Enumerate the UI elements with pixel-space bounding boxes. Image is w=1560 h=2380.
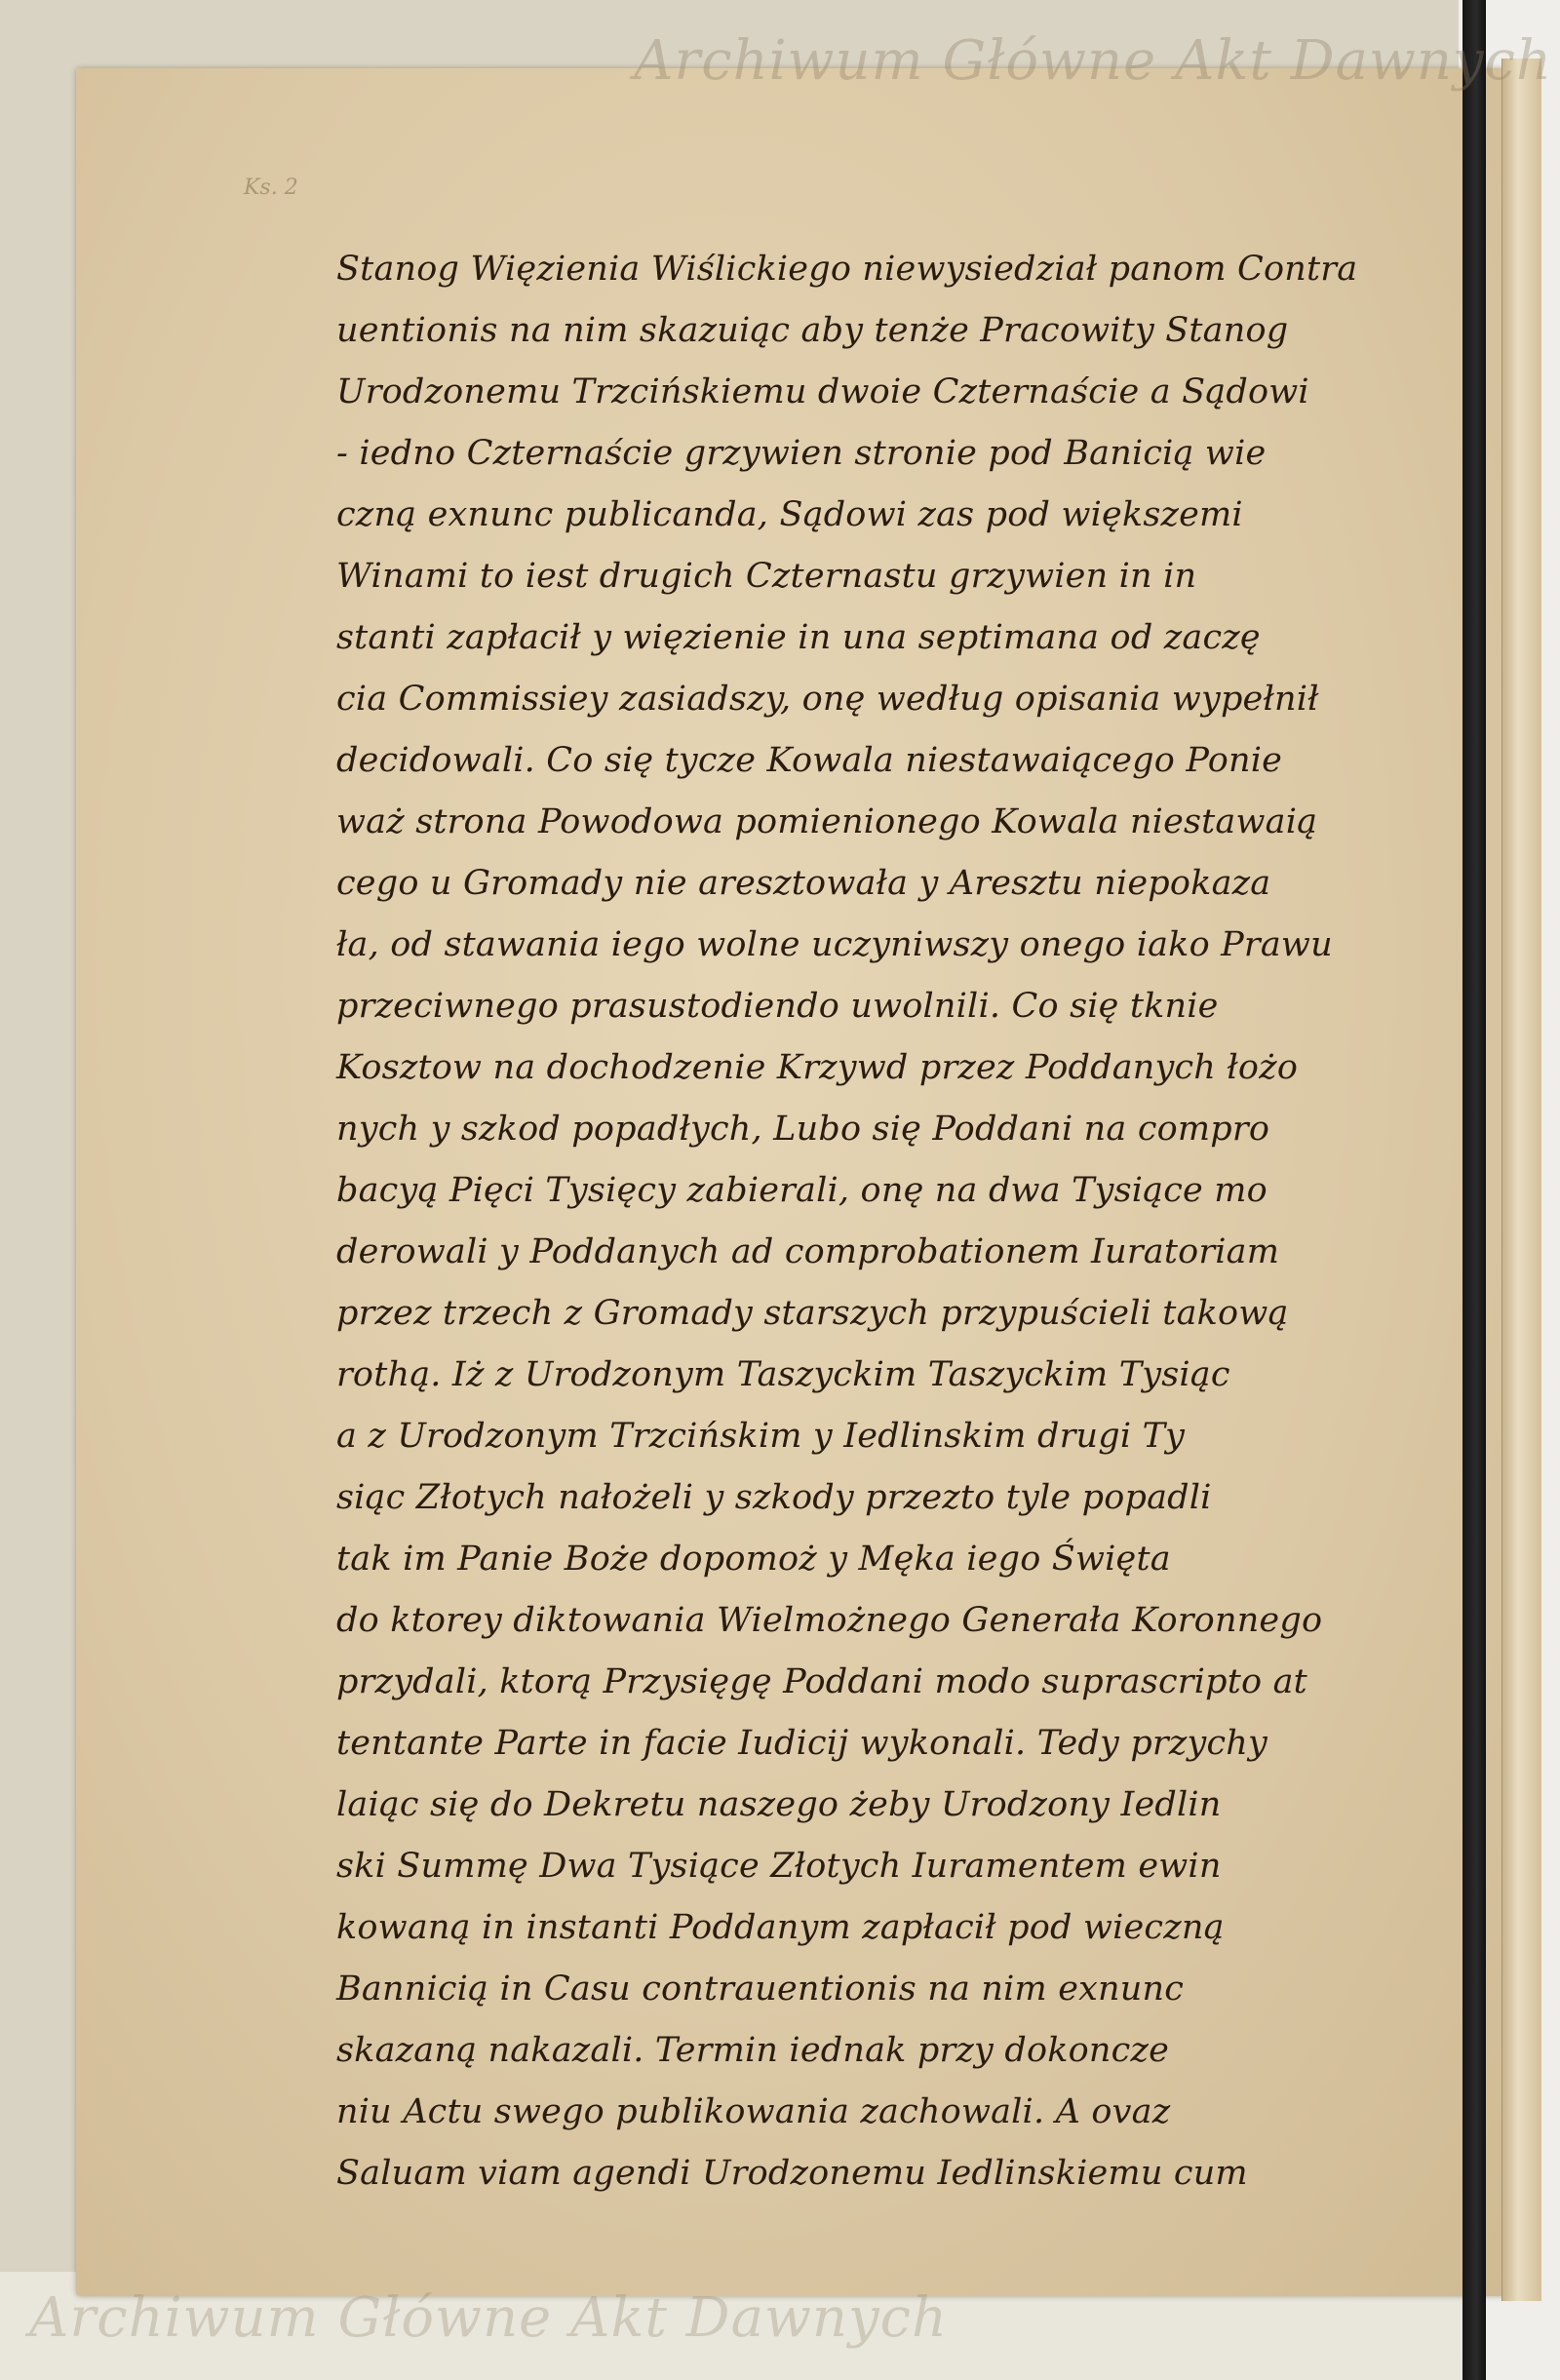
folio-mark: Ks. 2	[244, 176, 298, 200]
text-line: uentionis na nim skazuiąc aby tenże Pracowity Stanog	[336, 311, 1289, 350]
watermark-top: Archiwum Główne Akt Dawnych	[634, 29, 1553, 93]
text-line: przez trzech z Gromady starszych przypuścieli takową	[336, 1294, 1289, 1333]
text-line: ski Summę Dwa Tysiące Złotych Iuramentem ewin	[336, 1847, 1222, 1886]
text-line: siąc Złotych nałożeli y szkody przezto tyle popadli	[336, 1478, 1212, 1517]
manuscript-text	[336, 239, 1438, 2204]
text-line: decidowali. Co się tycze Kowala niestawaiącego Ponie	[336, 741, 1283, 780]
text-line: a z Urodzonym Trzcińskim y Iedlinskim drugi Ty	[336, 1417, 1186, 1456]
text-line: niu Actu swego publikowania zachowali. A ovaz	[336, 2092, 1171, 2131]
page-fold	[1502, 59, 1541, 2301]
text-line: do ktorey diktowania Wielmożnego Generała Koronnego	[336, 1601, 1323, 1640]
text-line: skazaną nakazali. Termin iednak przy dokoncze	[336, 2031, 1170, 2070]
text-line: rothą. Iż z Urodzonym Taszyckim Taszyckim Tysiąc	[336, 1355, 1230, 1394]
text-line: Stanog Więzienia Wiślickiego niewysiedział panom Contra	[336, 250, 1358, 289]
text-line: cia Commissiey zasiadszy, onę według opisania wypełnił	[336, 680, 1319, 719]
text-line: kowaną in instanti Poddanym zapłacił pod wieczną	[336, 1908, 1225, 1947]
text-line: stanti zapłacił y więzienie in una septimana od zaczę	[336, 618, 1261, 657]
text-line: przeciwnego prasustodiendo uwolnili. Co się tknie	[336, 987, 1219, 1026]
text-line: Urodzonemu Trzcińskiemu dwoie Czternaście a Sądowi	[336, 372, 1309, 411]
text-line: waż strona Powodowa pomienionego Kowala niestawaią	[336, 802, 1318, 841]
text-line: nych y szkod popadłych, Lubo się Poddani na compro	[336, 1110, 1270, 1149]
text-line: Saluam viam agendi Urodzonemu Iedlinskiemu cum	[336, 2154, 1248, 2193]
text-line: ła, od stawania iego wolne uczyniwszy onego iako Prawu	[336, 925, 1333, 964]
text-line: derowali y Poddanych ad comprobationem Iuratoriam	[336, 1232, 1280, 1271]
text-line: cego u Gromady nie aresztowała y Aresztu niepokaza	[336, 864, 1271, 903]
scan-border-bar	[1462, 0, 1486, 2380]
text-line: tak im Panie Boże dopomoż y Męka iego Święta	[336, 1540, 1171, 1579]
text-line: bacyą Pięci Tysięcy zabierali, onę na dwa Tysiące mo	[336, 1171, 1268, 1210]
text-line: laiąc się do Dekretu naszego żeby Urodzony Iedlin	[336, 1785, 1222, 1824]
text-line: czną exnunc publicanda, Sądowi zas pod większemi	[336, 495, 1243, 534]
text-line: Winami to iest drugich Czternastu grzywien in in	[336, 557, 1197, 596]
text-line: przydali, ktorą Przysięgę Poddani modo suprascripto at	[336, 1662, 1307, 1701]
watermark-bottom: Archiwum Główne Akt Dawnych	[29, 2286, 949, 2350]
text-line: Bannicią in Casu contrauentionis na nim exnunc	[336, 1970, 1185, 2009]
text-line: tentante Parte in facie Iudicij wykonali. Tedy przychy	[336, 1724, 1268, 1763]
text-line: - iedno Czternaście grzywien stronie pod Banicią wie	[336, 434, 1267, 473]
text-line: Kosztow na dochodzenie Krzywd przez Poddanych łożo	[336, 1048, 1299, 1087]
